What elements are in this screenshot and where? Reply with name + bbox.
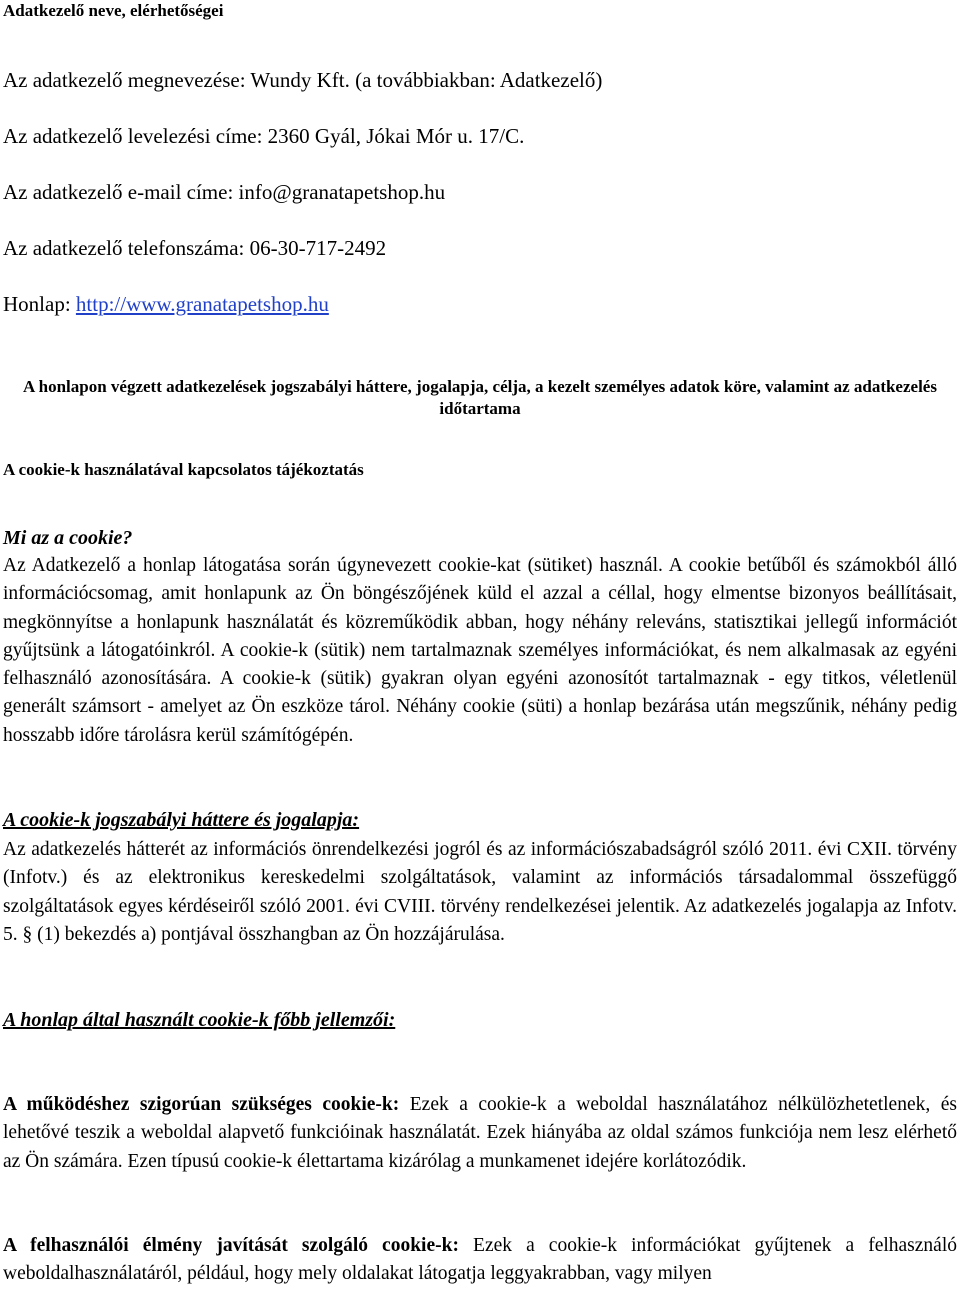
strict-cookies-text: Ezek a cookie-k a weboldal használatához nélkülözhetetlenek, és lehetővé teszik a weboldal alapvető funkcióinak használatát. Ezek hiányába az oldal számos funkciója nem lesz elérhető az Ön számára. Ezen típusú cookie-k élettartama kizárólag a munkamenet idejére korlátozódik. xyxy=(3,1094,957,1172)
features-heading: A honlap által használt cookie-k főbb jellemzői: xyxy=(3,1009,396,1031)
controller-name: Az adatkezelő megnevezése: Wundy Kft. (a továbbiakban: Adatkezelő) xyxy=(3,68,603,92)
legal-heading: A cookie-k jogszabályi háttere és jogalapja: xyxy=(3,809,360,831)
ux-cookies-label: A felhasználói élmény javítását szolgáló cookie-k: xyxy=(3,1235,459,1256)
legal-text: Az adatkezelés hátterét az információs önrendelkezési jogról és az információszabadságról szóló 2011. évi CXII. törvény (Infotv.) és az elektronikus kereskedelmi szolgáltatások, valamint az információs társadalommal összefüggő szolgáltatások egyes kérdéseiről szóló 2001. évi CVIII. törvény rendelkezései jelentik. Az adatkezelés jogalapja az Infotv. 5. § (1) bekezdés a) pontjával összhangban az Ön hozzájárulása. xyxy=(3,839,957,945)
section-title: A honlapon végzett adatkezelések jogszabályi háttere, jogalapja, célja, a kezelt személyes adatok köre, valamint az adatkezelés időtartama xyxy=(23,377,937,418)
controller-website xyxy=(3,291,329,317)
cookie-info-heading: A cookie-k használatával kapcsolatos tájékoztatás xyxy=(3,460,364,479)
controller-phone: Az adatkezelő telefonszáma: 06-30-717-2492 xyxy=(3,236,387,260)
ux-cookies-paragraph xyxy=(3,1232,957,1289)
website-link[interactable]: http://www.granatapetshop.hu xyxy=(75,292,329,316)
ux-cookies-text: Ezek a cookie-k információkat gyűjtenek a felhasználó weboldalhasználatáról, például, hogy mely oldalakat látogatja leggyakrabban, vagy milyen xyxy=(3,1235,957,1285)
strict-cookies-paragraph xyxy=(3,1091,957,1176)
page-title: Adatkezelő neve, elérhetőségei xyxy=(3,1,224,20)
website-label: Honlap: xyxy=(3,292,76,316)
what-is-cookie-heading: Mi az a cookie? xyxy=(3,527,133,549)
what-is-cookie-text: Az Adatkezelő a honlap látogatása során úgynevezett cookie-kat (sütiket) használ. A cookie betűből és számokból álló információcsomag, amit honlapunk az Ön böngészőjének küld el azzal a céllal, hogy elmentse bizonyos beállításait, megkönnyítse a honlapunk használatát és közreműködik abban, hogy néhány releváns, statisztikai jellegű információt gyűjtsünk a látogatóinkról. A cookie-k (sütik) nem tartalmaznak személyes információkat, és nem alkalmasak az egyéni felhasználó azonosítására. A cookie-k (sütik) gyakran olyan egyéni azonosítót tartalmaznak - egy titkos, véletlenül generált számsort - amelyet az Ön eszköze tárol. Néhány cookie (süti) a honlap bezárása után megszűnik, néhány pedig hosszabb időre tárolásra kerül számítógépén. xyxy=(3,555,957,746)
controller-email: Az adatkezelő e-mail címe: info@granatapetshop.hu xyxy=(3,180,446,204)
controller-address: Az adatkezelő levelezési címe: 2360 Gyál, Jókai Mór u. 17/C. xyxy=(3,124,525,148)
strict-cookies-label: A működéshez szigorúan szükséges cookie-k: xyxy=(3,1094,400,1115)
